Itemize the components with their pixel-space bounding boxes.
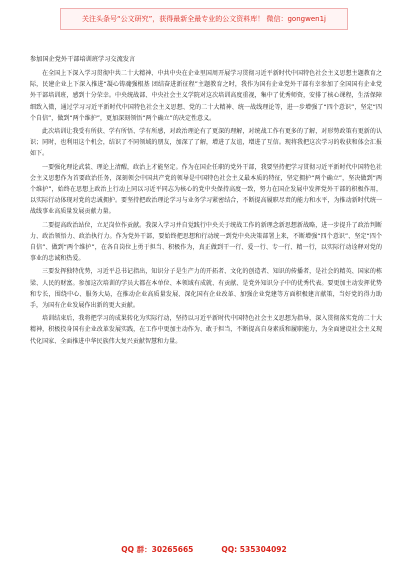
paragraph: 一要强化理论武装、理论上清醒，政治上才能坚定。作为在国企任职的党外干部，我要坚持把学习贯彻习近平新时代中国特色社会主义思想作为首要政治任务，深刻领会中国共产党的领导是中国特色社会主义最本质的特征，坚定拥护“两个确立”，坚决做到“两个维护”，始终在思想上政治上行动上同以习近平同志为核心的党中央保持高度一致，努力在国企发展中发挥党外干部的积极作用，以实际行动体现对党的忠诚拥护。要坚持把政治理论学习与业务学习紧密结合，不断提高履职尽责的能力和水平，为推动新时代统一战线事业高质量发展贡献力量。 <box>30 163 382 216</box>
paragraph: 在全国上下深入学习贯彻中共二十大精神、中共中央在企业里国周开展学习贯彻习近平新时代中国特色社会主义思想主题教育之际，民建企业上下深入推进“凝心铸魂强根基 团结奋进新征程”主题教育之时，我作为国有企业党外干部有幸参加了全国国有企业党外干部培训班，感到十分荣幸。中央统战部、中央社会主义学院对这次培训高度重视，集中了优秀师资，安排了核心课程，生活保障细致入微，通过学习习近平新时代中国特色社会主义思想、党的二十大精神、统一战线理论等，进一步增强了“四个意识”，坚定“四个自信”，做到“两个维护”，更加深刻领悟“两个确立”的决定性意义。 <box>30 70 382 122</box>
paragraph: 二要提高政治站位，立足岗位作贡献。我深入学习并自觉践行中央关于统战工作的新理念新思想新战略，进一步提升了政治判断力、政治领悟力、政治执行力。作为党外干部，要始终把思想和行动统一到党中央决策部署上来，不断增强“四个意识”、坚定“四个自信”、做到“两个维护”，在各自岗位上勇于担当、积极作为，真正做到干一行、爱一行、专一行、精一行，以实际行动诠释对党的事业的忠诚和热爱。 <box>30 221 382 263</box>
paragraph: 三要发挥独特优势，习近平总书记指出，知识分子是生产力的开拓者、文化的创造者、知识的传播者，是社会的精英、国家的栋梁、人民的财富。参加这次培训的学员大都在本单位、本领域有成就、有贡献、是党外知识分子中的优秀代表。要更加主动发挥优势和专长，围绕中心、服务大局，在推动企业高质量发展、深化国有企业改革、加强企业党建等方面积极建言献策，当好党的得力助手，为国有企业发展作出新的更大贡献。 <box>30 268 382 310</box>
paragraph: 此次培训让我受有所获、学有所悟、学有所感，对政治理论有了更深的理解，对统战工作有更多的了解，对形势政策有更新的认识；同时，也利用这个机会，结识了不同领域的朋友，加深了了解，增进了友谊，增进了互信。现将我把这次学习的收获和体会汇报如下。 <box>30 128 382 158</box>
qq-group-number: QQ 群：30265665 <box>121 544 194 554</box>
document-title: 参加国企党外干部培训班学习交流发言 <box>30 56 136 63</box>
header-banner <box>60 8 348 30</box>
banner-text: 关注头条号“公文研究”，获得最新全最专业的公文资料库！ 微信：gongwen1j <box>82 15 326 23</box>
footer-contact <box>0 541 408 557</box>
document-body <box>30 54 382 349</box>
paragraph: 培训结束后，我将把学习的成果转化为实际行动，坚持以习近平新时代中国特色社会主义思想为指导，深入贯彻落实党的二十大精神，积极投身国有企业改革发展实践，在工作中更加主动作为、敢于担当，不断提高自身素质和履职能力，为全面建设社会主义现代化国家、全面推进中华民族伟大复兴贡献智慧和力量。 <box>30 315 382 345</box>
qq-number: QQ: 535304092 <box>221 544 287 554</box>
